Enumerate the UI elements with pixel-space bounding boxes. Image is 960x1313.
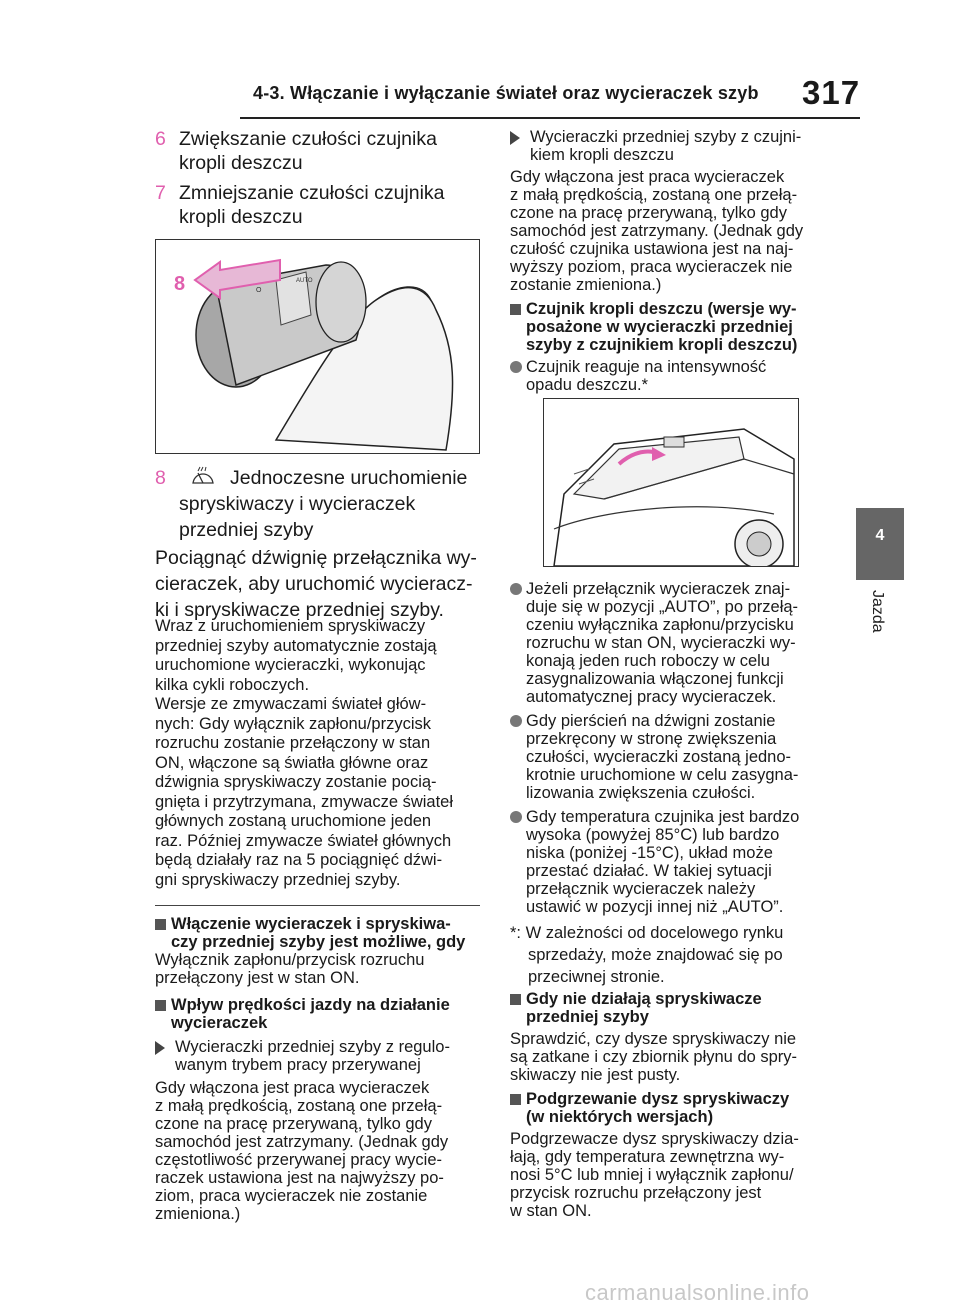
section-2 bbox=[155, 996, 450, 1223]
square-bullet-icon bbox=[155, 1000, 166, 1011]
round-bullet-icon bbox=[510, 715, 522, 727]
subsection-heading: Wycieraczki przedniej szyby z regulo- wanym trybem pracy przerywanej bbox=[155, 1038, 450, 1074]
item-text: spryskiwaczy i wycieraczek bbox=[179, 493, 416, 515]
section-body: Gdy włączona jest praca wycieraczek z małą prędkością, zostaną one przełą- czone na pracę przerywaną, tylko gdy samochód jest zatrzymany. (Jednak gdy częstotliwość przerywanej pracy wycie- raczek ustawiona jest na najwyższy po- ziom, praca wycieraczek nie zostanie zmieniona.) bbox=[155, 1079, 449, 1223]
item-text: kropli deszczu bbox=[179, 206, 303, 228]
header-rule bbox=[240, 117, 860, 119]
item-7 bbox=[155, 180, 445, 228]
right-intro bbox=[510, 128, 803, 394]
section-heading: Włączenie wycieraczek i spryskiwa- czy przedniej szyby jest możliwe, gdy bbox=[155, 915, 465, 951]
section-body: Podgrzewacze dysz spryskiwaczy dzia- łają, gdy temperatura zewnętrzna wy- nosi 5°C lub mniej i wyłącznik zapłonu/ przycisk rozruchu przełączony jest w stan ON. bbox=[510, 1130, 799, 1220]
triangle-bullet-icon bbox=[155, 1041, 165, 1055]
section-body: Sprawdzić, czy dysze spryskiwaczy nie są zatkane i czy zbiornik płynu do spry- skiwaczy nie jest pusty. bbox=[510, 1030, 798, 1084]
svg-text:O: O bbox=[256, 287, 262, 294]
square-bullet-icon bbox=[510, 994, 521, 1005]
section-divider bbox=[155, 905, 480, 906]
item-number: 7 bbox=[155, 182, 166, 204]
item-8 bbox=[155, 465, 468, 541]
wiper-lever-figure bbox=[155, 239, 480, 454]
page-number: 317 bbox=[802, 74, 861, 111]
section-body: Wyłącznik zapłonu/przycisk rozruchu bbox=[155, 951, 425, 969]
note-text: Wraz z uruchomieniem spryskiwaczy przedniej szyby automatycznie zostają uruchomione wycieraczki, wykonując kilka cykli roboczych. Wersje ze zmywaczami świateł głów- nych: Gdy wyłącznik zapłonu/przycisk rozruchu zostanie przełączony w stan ON, włączone są światła główne oraz dźwignia spryskiwaczy zostanie pocią- gnięta i przytrzymana, zmywacze świateł głównych zostaną uruchomione jeden raz. Później zmywacze świateł głównych będą działały raz na 5 pociągnięć dźwi- gni spryskiwaczy przedniej szyby. bbox=[155, 617, 454, 889]
section-heading: Podgrzewanie dysz spryskiwaczy (w niektórych wersjach) bbox=[510, 1090, 799, 1126]
chapter-number: 4 bbox=[875, 527, 885, 544]
item-number: 6 bbox=[155, 128, 166, 150]
instruction-text: Pociągnąć dźwignię przełącznika wy- cieraczek, aby uruchomić wycieracz- ki i spryskiwacze przedniej szyby. bbox=[155, 547, 477, 621]
bullet-item: Jeżeli przełącznik wycieraczek znaj- duje się w pozycji „AUTO”, po przełą- czeniu wyłącznika zapłonu/przycisku rozruchu w stan ON, wycieraczki wy- konają jeden ruch roboczy w celu zasygnalizowania włączonej funkcji automatycznej pracy wycieraczek. bbox=[510, 580, 799, 706]
section-heading: Gdy nie działają spryskiwacze przedniej szyby bbox=[510, 990, 799, 1026]
section-heading: Czujnik kropli deszczu (wersje wy- posażone w wycieraczki przedniej szyby z czujnikiem kropli deszczu) bbox=[510, 300, 803, 354]
watermark: carmanualsonline.info bbox=[585, 1280, 810, 1305]
svg-text:AUTO: AUTO bbox=[296, 278, 313, 284]
section-body: Gdy włączona jest praca wycieraczek z małą prędkością, zostaną one przełą- czone na pracę przerywaną, tylko gdy samochód jest zatrzymany. (Jednak gdy czułość czujnika ustawiona jest na naj- wyższy poziom, praca wycieraczek nie zostanie zmieniona.) bbox=[510, 168, 804, 294]
item-text: Zmniejszanie czułości czujnika bbox=[179, 182, 445, 204]
bullet-item: Czujnik reaguje na intensywność opadu deszczu.* bbox=[510, 358, 803, 394]
item-text: Jednoczesne uruchomienie bbox=[230, 467, 468, 489]
lever-illustration bbox=[156, 240, 479, 453]
item-text: kropli deszczu bbox=[179, 152, 303, 174]
item-text: Zwiększanie czułości czujnika bbox=[179, 128, 437, 150]
square-bullet-icon bbox=[510, 304, 521, 315]
bullet-item: Gdy temperatura czujnika jest bardzo wysoka (powyżej 85°C) lub bardzo niska (poniżej -15°C), układ może przestać działać. W takiej sytuacji przełącznik wycieraczek należy ustawić w pozycji innej niż „AUTO”. bbox=[510, 808, 799, 916]
right-bullets bbox=[510, 580, 799, 1220]
section-heading: Wpływ prędkości jazdy na działanie wycieraczek bbox=[155, 996, 450, 1032]
square-bullet-icon bbox=[510, 1094, 521, 1105]
rain-sensor-figure bbox=[543, 398, 799, 567]
footnote: *: W zależności od docelowego rynku sprzedaży, może znajdować się po przeciwnej stronie. bbox=[510, 924, 784, 986]
subsection-heading: Wycieraczki przedniej szyby z czujni- kiem kropli deszczu bbox=[510, 128, 803, 164]
round-bullet-icon bbox=[510, 583, 522, 595]
item-6 bbox=[155, 126, 437, 174]
washer-wiper-icon bbox=[190, 463, 216, 489]
round-bullet-icon bbox=[510, 811, 522, 823]
triangle-bullet-icon bbox=[510, 131, 520, 145]
chapter-label: Jazda bbox=[869, 590, 886, 633]
section-body: przełączony jest w stan ON. bbox=[155, 969, 360, 987]
square-bullet-icon bbox=[155, 919, 166, 930]
car-illustration bbox=[544, 399, 798, 566]
bullet-item: Gdy pierścień na dźwigni zostanie przekręcony w stronę zwiększenia czułości, wycieraczki zostaną jedno- krotnie uruchomione w celu zasygna- lizowania zwiększenia czułości. bbox=[510, 712, 799, 802]
callout-8: 8 bbox=[174, 273, 186, 295]
item-number: 8 bbox=[155, 467, 166, 489]
section-1 bbox=[155, 915, 465, 987]
round-bullet-icon bbox=[510, 361, 522, 373]
item-text: przedniej szyby bbox=[179, 519, 314, 541]
section-title: 4-3. Włączanie i wyłączanie świateł oraz wycieraczek szyb bbox=[253, 83, 759, 103]
